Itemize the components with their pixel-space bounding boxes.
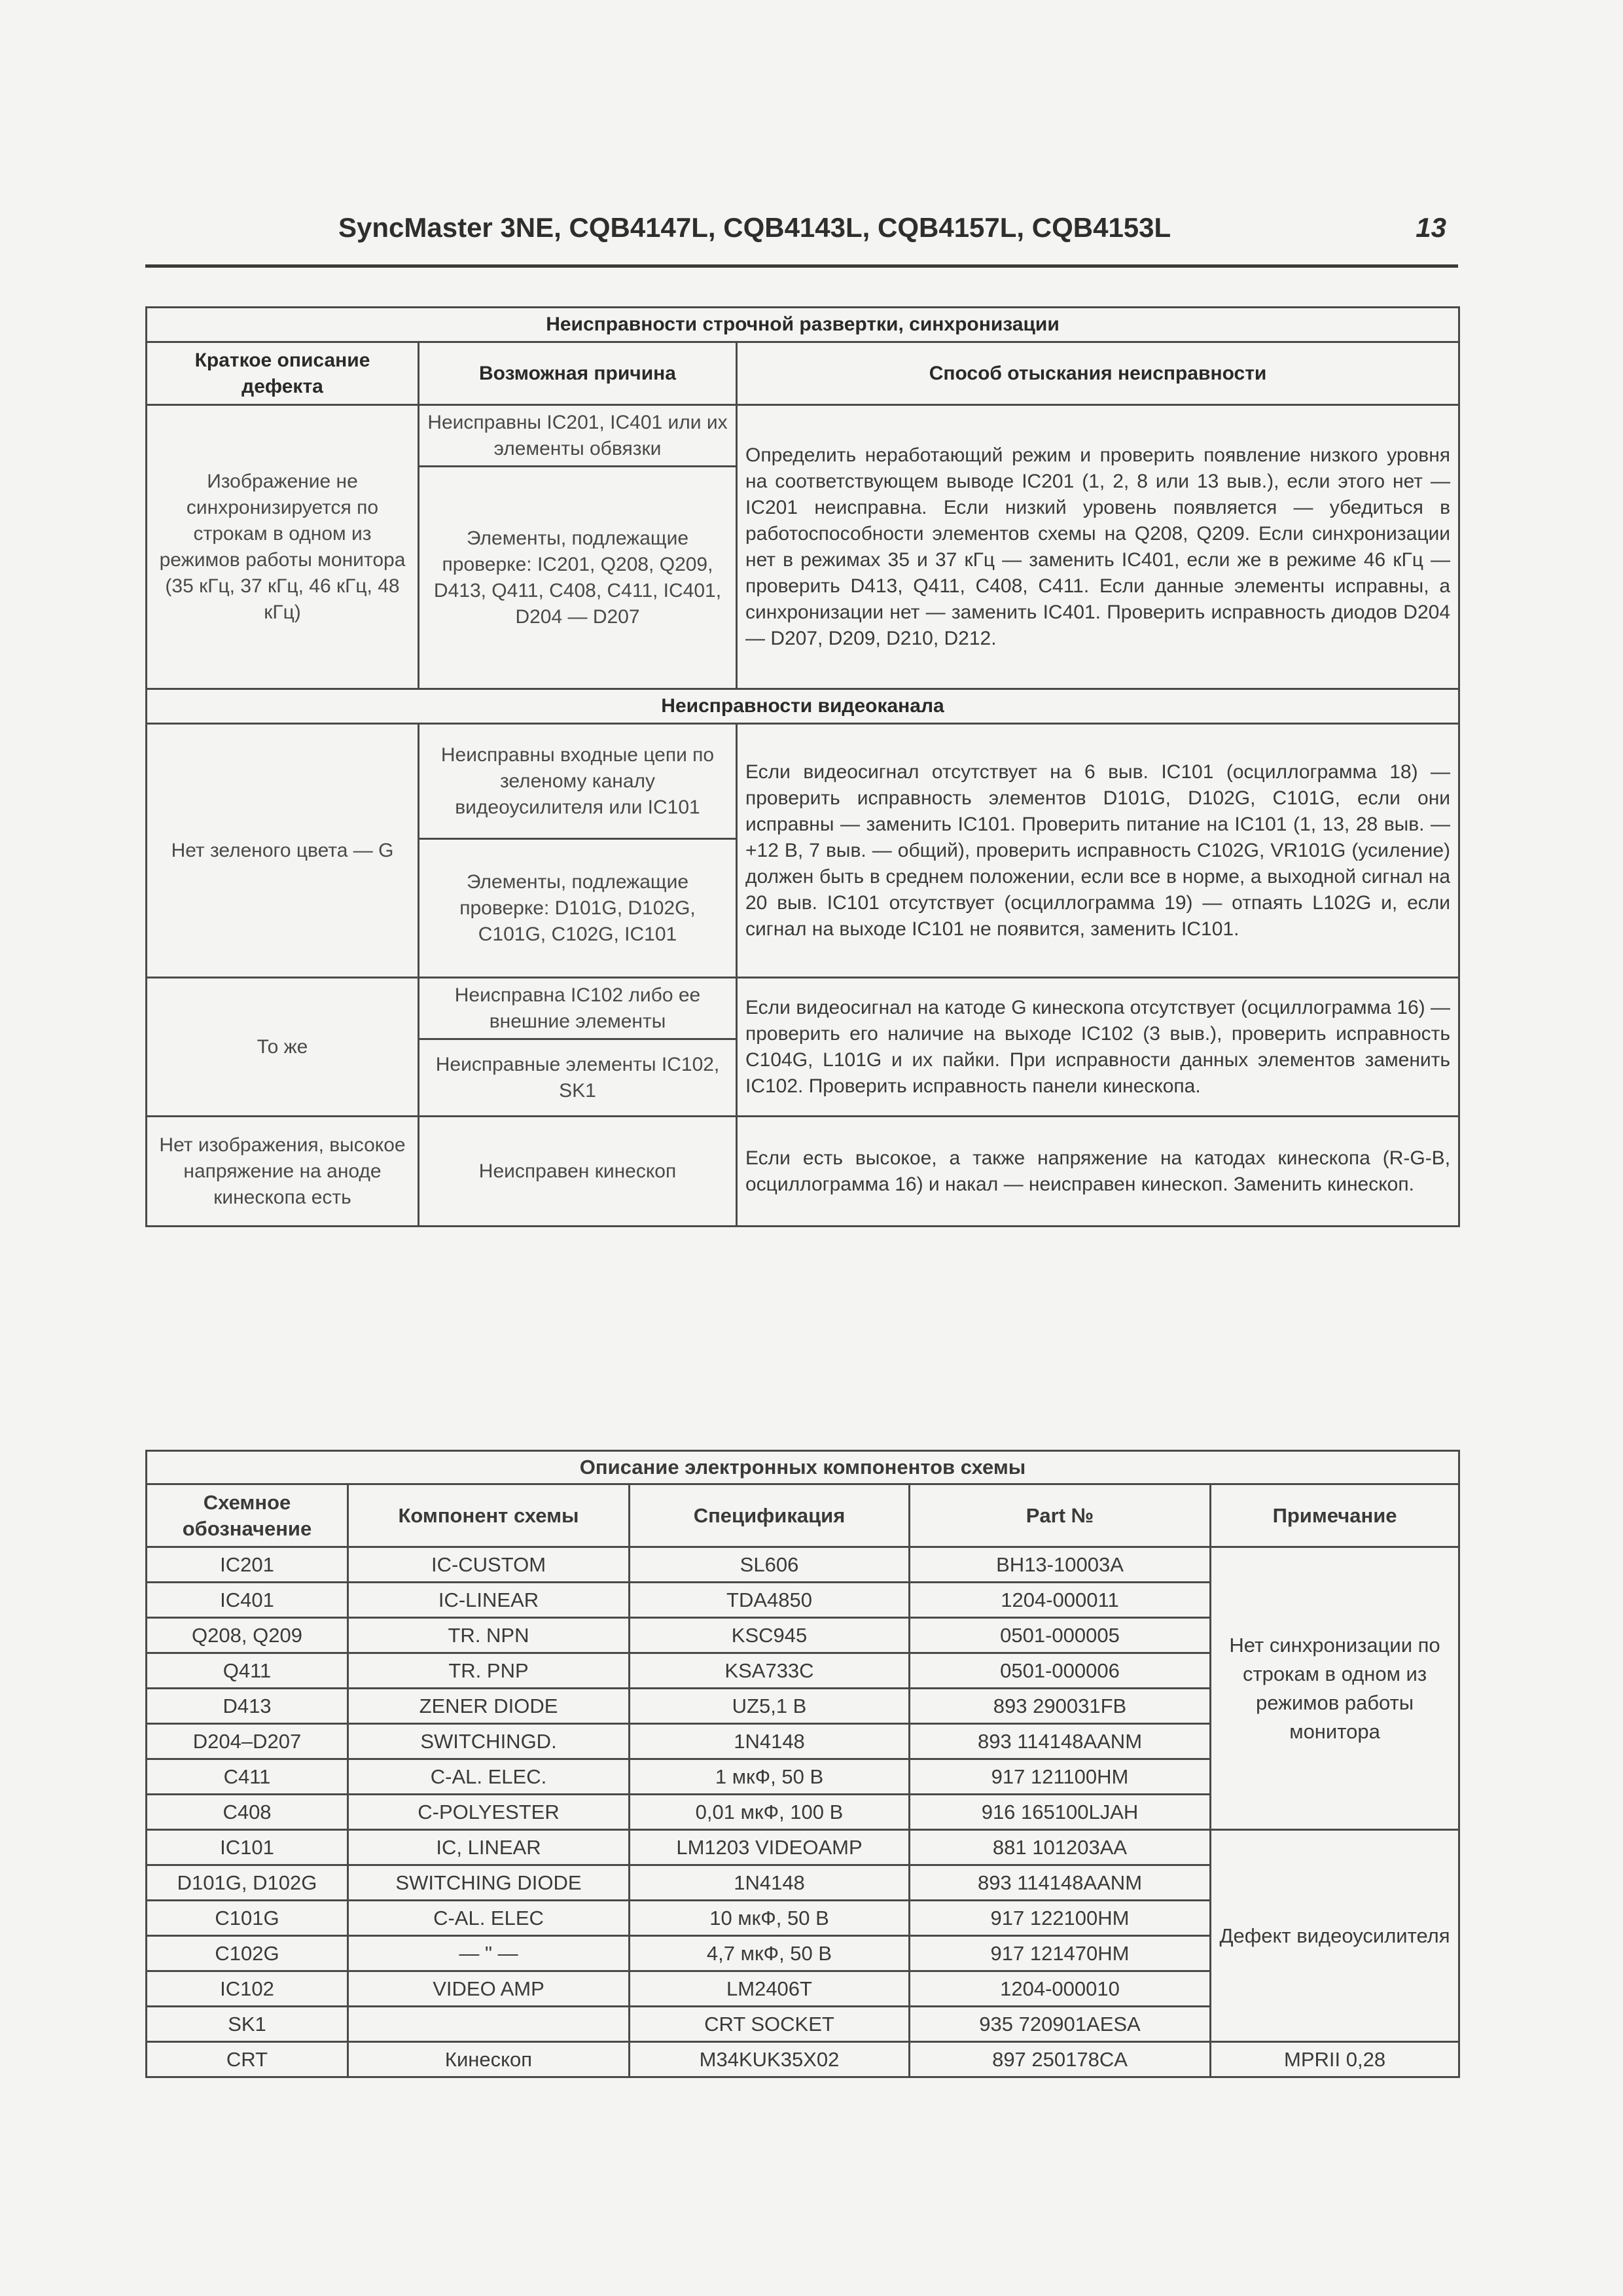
designator-cell: D204–D207 — [147, 1724, 348, 1759]
cause-cell: Неисправны IC201, IC401 или их элементы обвязки — [419, 405, 737, 467]
method-cell: Если видеосигнал на катоде G кинескопа отсутствует (осциллограмма 16) — проверить его наличие на выходе IC102 (3 выв.), проверить исправность C104G, L101G и их пайки. При исправности данных элементов заменить IC102. Проверить исправность панели кинескопа. — [737, 978, 1459, 1117]
component-cell: SWITCHINGD. — [348, 1724, 630, 1759]
note-cell: Нет синхронизации по строкам в одном из режимов работы монитора — [1211, 1547, 1459, 1830]
col-header-note: Примечание — [1211, 1484, 1459, 1547]
spec-cell: 10 мкФ, 50 В — [630, 1901, 910, 1936]
components-table-title: Описание электронных компонентов схемы — [147, 1451, 1459, 1484]
part-cell: BH13-10003A — [910, 1547, 1211, 1583]
page-header — [145, 208, 1458, 268]
designator-cell: Q411 — [147, 1653, 348, 1689]
part-cell: 893 114148AANM — [910, 1724, 1211, 1759]
part-cell: 1204-000011 — [910, 1583, 1211, 1618]
components-table — [145, 1450, 1460, 2078]
spec-cell: LM1203 VIDEOAMP — [630, 1830, 910, 1865]
col-header-component: Компонент схемы — [348, 1484, 630, 1547]
table-row — [147, 2042, 1459, 2077]
col-header-designator: Схемное обозначение — [147, 1484, 348, 1547]
component-cell: C-AL. ELEC. — [348, 1759, 630, 1795]
component-cell: Кинескоп — [348, 2042, 630, 2077]
part-cell: 1204-000010 — [910, 1971, 1211, 2007]
col-header-defect: Краткое описание дефекта — [147, 342, 419, 405]
component-cell: — " — — [348, 1936, 630, 1971]
designator-cell: IC401 — [147, 1583, 348, 1618]
part-cell: 935 720901AESA — [910, 2007, 1211, 2042]
note-cell: MPRII 0,28 — [1211, 2042, 1459, 2077]
component-cell: VIDEO AMP — [348, 1971, 630, 2007]
defect-cell: Нет зеленого цвета — G — [147, 724, 419, 978]
col-header-cause: Возможная причина — [419, 342, 737, 405]
spec-cell: M34KUK35X02 — [630, 2042, 910, 2077]
method-cell: Если видеосигнал отсутствует на 6 выв. IC101 (осциллограмма 18) — проверить исправность элементов D101G, D102G, C101G, если они исправны — заменить IC101. Проверить питание на IC101 (1, 13, 28 выв. — +12 В, 7 выв. — общий), проверить исправность C102G, VR101G (усиление) должен быть в среднем положении, если все в норме, а выходной сигнал на 20 выв. IC101 отсутствует (осциллограмма 19) — отпаять L102G и, если сигнал на выходе IC101 не появится, заменить IC101. — [737, 724, 1459, 978]
part-cell: 881 101203AA — [910, 1830, 1211, 1865]
spec-cell: 1 мкФ, 50 В — [630, 1759, 910, 1795]
section-title-sync: Неисправности строчной развертки, синхронизации — [147, 308, 1459, 342]
component-cell: C-POLYESTER — [348, 1795, 630, 1830]
method-cell: Если есть высокое, а также напряжение на катодах кинескопа (R-G-B, осциллограмма 16) и накал — неисправен кинескоп. Заменить кинескоп. — [737, 1117, 1459, 1227]
part-cell: 917 122100HM — [910, 1901, 1211, 1936]
part-cell: 0501-000006 — [910, 1653, 1211, 1689]
spec-cell: SL606 — [630, 1547, 910, 1583]
spec-cell: LM2406T — [630, 1971, 910, 2007]
table-row — [147, 1547, 1459, 1583]
component-cell: ZENER DIODE — [348, 1689, 630, 1724]
designator-cell: SK1 — [147, 2007, 348, 2042]
designator-cell: IC201 — [147, 1547, 348, 1583]
component-cell: TR. PNP — [348, 1653, 630, 1689]
part-cell: 917 121470HM — [910, 1936, 1211, 1971]
note-cell: Дефект видеоусилителя — [1211, 1830, 1459, 2042]
cause-cell: Неисправна IC102 либо ее внешние элементы — [419, 978, 737, 1039]
spec-cell: 1N4148 — [630, 1865, 910, 1901]
cause-cell: Элементы, подлежащие проверке: D101G, D102G, C101G, C102G, IC101 — [419, 839, 737, 978]
designator-cell: C411 — [147, 1759, 348, 1795]
part-cell: 893 114148AANM — [910, 1865, 1211, 1901]
component-cell: IC-CUSTOM — [348, 1547, 630, 1583]
designator-cell: D413 — [147, 1689, 348, 1724]
col-header-part-no: Part № — [910, 1484, 1211, 1547]
component-cell — [348, 2007, 630, 2042]
cause-cell: Неисправны входные цепи по зеленому каналу видеоусилителя или IC101 — [419, 724, 737, 839]
table-row — [147, 1830, 1459, 1865]
page-title: SyncMaster 3NE, CQB4147L, CQB4143L, CQB4157L, CQB4153L — [338, 212, 1171, 243]
component-cell: IC-LINEAR — [348, 1583, 630, 1618]
component-cell: TR. NPN — [348, 1618, 630, 1653]
defect-cell: Изображение не синхронизируется по строкам в одном из режимов работы монитора (35 кГц, 37 кГц, 46 кГц, 48 кГц) — [147, 405, 419, 689]
cause-cell: Элементы, подлежащие проверке: IC201, Q208, Q209, D413, Q411, C408, C411, IC401, D204 — D207 — [419, 467, 737, 689]
page-number: 13 — [1416, 212, 1446, 243]
section-title-video: Неисправности видеоканала — [147, 689, 1459, 724]
spec-cell: KSC945 — [630, 1618, 910, 1653]
spec-cell: 1N4148 — [630, 1724, 910, 1759]
part-cell: 917 121100HM — [910, 1759, 1211, 1795]
defect-cell: То же — [147, 978, 419, 1117]
spec-cell: TDA4850 — [630, 1583, 910, 1618]
designator-cell: IC102 — [147, 1971, 348, 2007]
col-header-method: Способ отыскания неисправности — [737, 342, 1459, 405]
designator-cell: Q208, Q209 — [147, 1618, 348, 1653]
spec-cell: UZ5,1 B — [630, 1689, 910, 1724]
designator-cell: C102G — [147, 1936, 348, 1971]
component-cell: SWITCHING DIODE — [348, 1865, 630, 1901]
cause-cell: Неисправен кинескоп — [419, 1117, 737, 1227]
cause-cell: Неисправные элементы IC102, SK1 — [419, 1039, 737, 1117]
col-header-spec: Спецификация — [630, 1484, 910, 1547]
part-cell: 916 165100LJAH — [910, 1795, 1211, 1830]
designator-cell: C101G — [147, 1901, 348, 1936]
designator-cell: IC101 — [147, 1830, 348, 1865]
faults-table — [145, 306, 1460, 1227]
component-cell: C-AL. ELEC — [348, 1901, 630, 1936]
designator-cell: C408 — [147, 1795, 348, 1830]
designator-cell: CRT — [147, 2042, 348, 2077]
part-cell: 897 250178CA — [910, 2042, 1211, 2077]
part-cell: 0501-000005 — [910, 1618, 1211, 1653]
part-cell: 893 290031FB — [910, 1689, 1211, 1724]
spec-cell: KSA733C — [630, 1653, 910, 1689]
spec-cell: CRT SOCKET — [630, 2007, 910, 2042]
method-cell: Определить неработающий режим и проверить появление низкого уровня на соответствующем выводе IC201 (1, 2, 8 или 13 выв.), если этого нет — IC201 неисправна. Если низкий уровень появляется — убедиться в работоспособности элементов схемы на Q208, Q209. Если синхронизации нет в режимах 35 и 37 кГц — заменить IC401, если же в режиме 46 кГц — проверить D413, Q411, C408, C411. Если данные элементы исправны, а синхронизации нет — заменить IC401. Проверить исправность диодов D204 — D207, D209, D210, D212. — [737, 405, 1459, 689]
designator-cell: D101G, D102G — [147, 1865, 348, 1901]
spec-cell: 4,7 мкФ, 50 В — [630, 1936, 910, 1971]
component-cell: IC, LINEAR — [348, 1830, 630, 1865]
spec-cell: 0,01 мкФ, 100 В — [630, 1795, 910, 1830]
defect-cell: Нет изображения, высокое напряжение на аноде кинескопа есть — [147, 1117, 419, 1227]
